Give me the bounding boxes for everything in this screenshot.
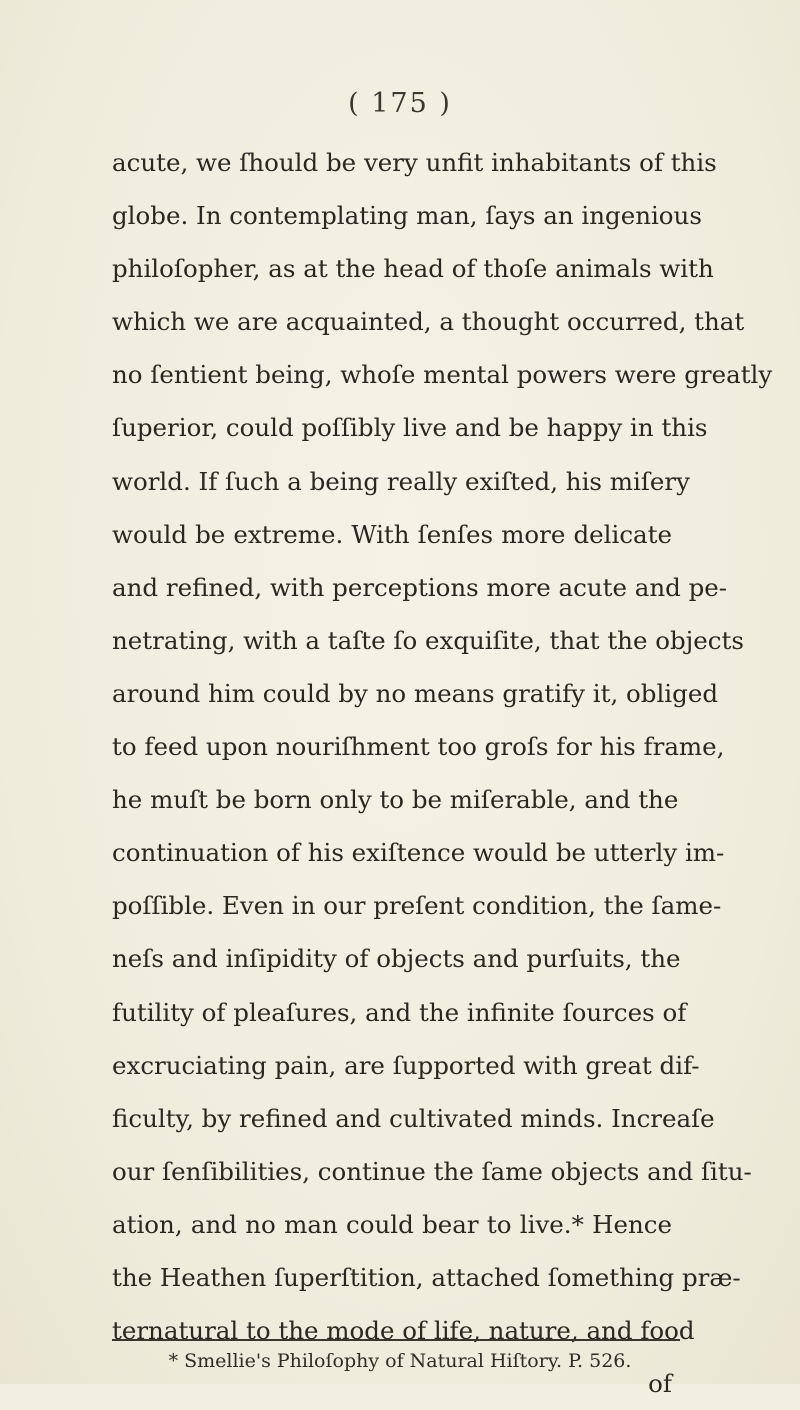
text-line: and refined, with perceptions more acute and pe-: [112, 572, 728, 602]
text-line: poſſible. Even in our preſent condition, the ſame-: [112, 891, 722, 921]
text-line: excruciating pain, are ſupported with great dif-: [112, 1050, 700, 1080]
text-line: to feed upon nouriſhment too groſs for his frame,: [112, 732, 725, 762]
text-line: he muſt be born only to be miſerable, and the: [112, 785, 679, 815]
footnote: * Smellie's Philoſophy of Natural Hiſtory. P. 526.: [168, 1350, 632, 1372]
text-line: globe. In contemplating man, ſays an ingenious: [112, 201, 702, 231]
text-line: futility of pleaſures, and the infinite ſources of: [112, 997, 687, 1027]
text-line: neſs and inſipidity of objects and purſuits, the: [112, 944, 681, 974]
text-line: world. If ſuch a being really exiſted, his miſery: [112, 466, 690, 496]
footnote-rule: [112, 1339, 680, 1341]
text-line: our ſenſibilities, continue the ſame objects and ſitu-: [112, 1156, 752, 1186]
page-number: ( 175 ): [348, 88, 452, 119]
text-line: around him could by no means gratify it, obliged: [112, 678, 719, 708]
text-line: no ſentient being, whoſe mental powers were greatly: [112, 360, 773, 390]
text-line: would be extreme. With ſenſes more delicate: [112, 519, 672, 549]
text-line: ternatural to the mode of life, nature, and food: [112, 1316, 695, 1346]
text-line: the Heathen ſuperſtition, attached ſomething præ-: [112, 1262, 741, 1292]
body-text: [112, 136, 773, 1410]
catchword: of: [648, 1369, 672, 1399]
text-line: which we are acquainted, a thought occurred, that: [112, 307, 745, 337]
text-line: ficulty, by refined and cultivated minds. Increaſe: [112, 1103, 715, 1133]
text-line: acute, we ſhould be very unfit inhabitants of this: [112, 148, 717, 177]
text-line: continuation of his exiſtence would be utterly im-: [112, 838, 725, 868]
text-line: ſuperior, could poſſibly live and be happy in this: [112, 413, 708, 443]
text-line: philoſopher, as at the head of thoſe animals with: [112, 254, 714, 284]
text-line: ation, and no man could bear to live.* Hence: [112, 1209, 672, 1239]
text-line: netrating, with a taſte ſo exquiſite, that the objects: [112, 625, 744, 655]
